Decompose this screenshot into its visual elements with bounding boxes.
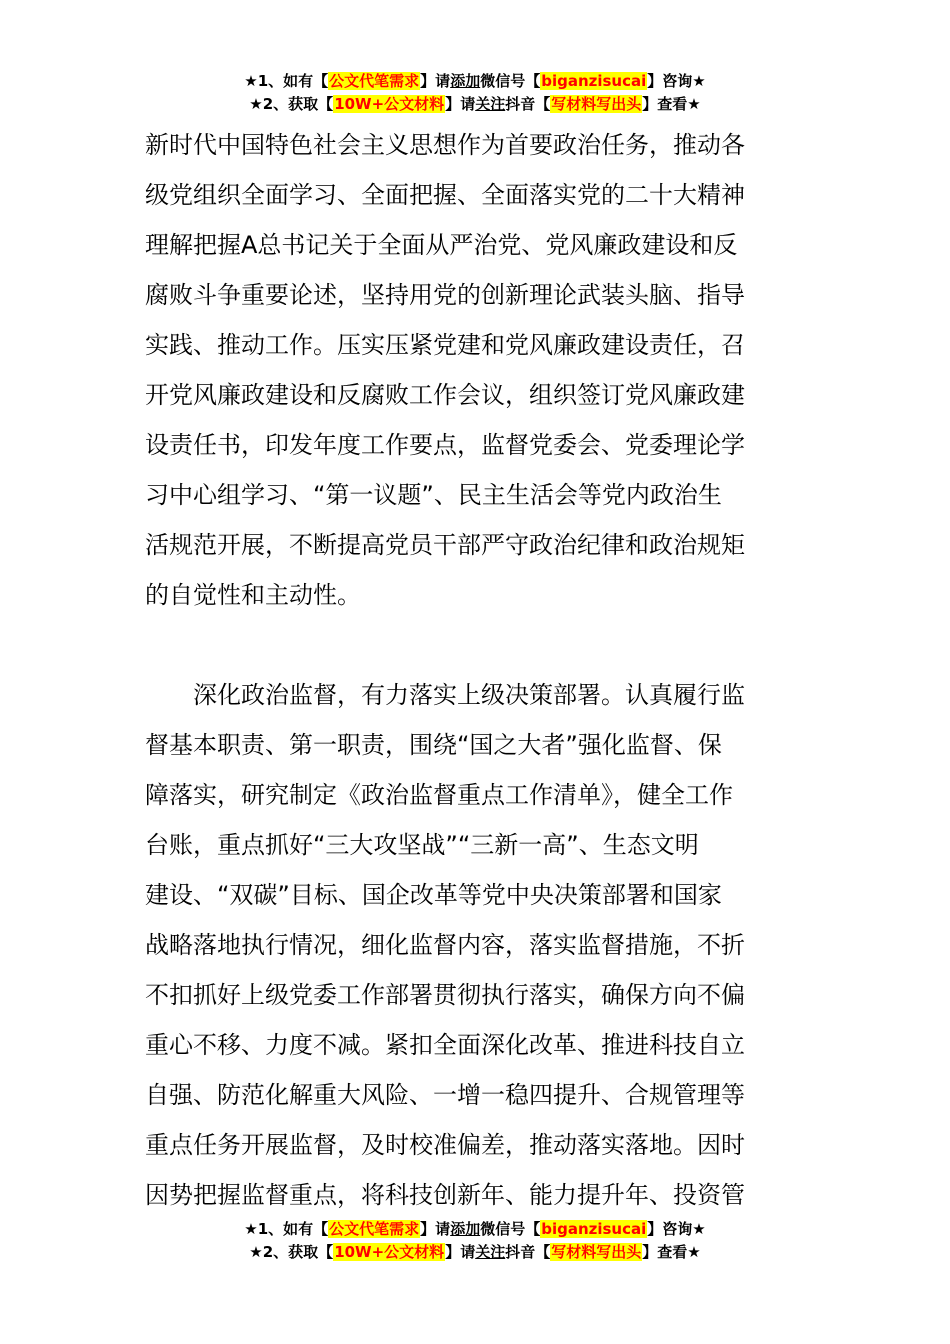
text-line: 深化政治监督，有力落实上级决策部署。认真履行监: [145, 681, 745, 709]
promo-line-2-mid: 】请: [445, 1243, 476, 1261]
promo-line-2-prefix: ★2、获取【: [249, 1243, 334, 1261]
text-line: 级党组织全面学习、全面把握、全面落实党的二十大精神: [145, 181, 745, 209]
promo-line-1-emphasis: 添加: [450, 72, 481, 90]
promo-line-2-mid-2: 抖音【: [505, 95, 551, 113]
text-line: 新时代中国特色社会主义思想作为首要政治任务，推动各: [145, 131, 745, 159]
promo-line-1-mid-2: 微信号【: [480, 1220, 541, 1238]
promo-line-2: [0, 93, 950, 116]
promo-line-1-prefix: ★1、如有【: [244, 1220, 329, 1238]
promo-highlight-materials: 10W+公文材料: [334, 1243, 445, 1261]
text-line: 设责任书，印发年度工作要点，监督党委会、党委理论学: [145, 431, 745, 459]
promo-highlight-writing-service: 公文代笔需求: [329, 72, 420, 90]
text-line: 开党风廉政建设和反腐败工作会议，组织签订党风廉政建: [145, 381, 745, 409]
text-line: 不扣抓好上级党委工作部署贯彻执行落实，确保方向不偏: [145, 981, 745, 1009]
paragraph-1: [145, 120, 810, 620]
promo-highlight-douyin-account: 写材料写出头: [551, 95, 642, 113]
text-line: 台账，重点抓好“三大攻坚战”“三新一高”、生态文明: [145, 831, 699, 859]
text-line: 重点任务开展监督，及时校准偏差，推动落实落地。因时: [145, 1131, 745, 1159]
text-line: 建设、“双碳”目标、国企改革等党中央决策部署和国家: [145, 881, 722, 909]
promo-line-2-emphasis: 关注: [475, 95, 506, 113]
promo-highlight-wechat-id: biganzisucai: [541, 72, 647, 90]
text-line: 重心不移、力度不减。紧扣全面深化改革、推进科技自立: [145, 1031, 745, 1059]
promo-highlight-materials: 10W+公文材料: [334, 95, 445, 113]
promo-line-2-suffix: 】查看★: [642, 95, 701, 113]
promo-line-2-mid-2: 抖音【: [505, 1243, 551, 1261]
promo-line-1-emphasis: 添加: [450, 1220, 481, 1238]
text-line: 自强、防范化解重大风险、一增一稳四提升、合规管理等: [145, 1081, 745, 1109]
promo-highlight-wechat-id: biganzisucai: [541, 1220, 647, 1238]
text-line: 的自觉性和主动性。: [145, 581, 361, 609]
promo-line-1-prefix: ★1、如有【: [244, 72, 329, 90]
top-promo-banner: [0, 70, 950, 116]
bottom-promo-banner: [0, 1218, 950, 1264]
text-line: 活规范开展，不断提高党员干部严守政治纪律和政治规矩: [145, 531, 745, 559]
promo-line-2-mid: 】请: [445, 95, 476, 113]
promo-line-2-emphasis: 关注: [475, 1243, 506, 1261]
promo-line-1-mid: 】请: [420, 72, 451, 90]
promo-line-2-prefix: ★2、获取【: [249, 95, 334, 113]
text-line: 因势把握监督重点，将科技创新年、能力提升年、投资管: [145, 1181, 745, 1209]
promo-line-1-mid: 】请: [420, 1220, 451, 1238]
promo-line-1-mid-2: 微信号【: [480, 72, 541, 90]
document-body: [145, 120, 810, 1220]
promo-line-1-suffix: 】咨询★: [647, 1220, 706, 1238]
promo-highlight-douyin-account: 写材料写出头: [551, 1243, 642, 1261]
text-line: 习中心组学习、“第一议题”、民主生活会等党内政治生: [145, 481, 722, 509]
text-line: 障落实，研究制定《政治监督重点工作清单》，健全工作: [145, 781, 733, 809]
text-line: 督基本职责、第一职责，围绕“国之大者”强化监督、保: [145, 731, 722, 759]
promo-line-2-suffix: 】查看★: [642, 1243, 701, 1261]
text-line: 战略落地执行情况，细化监督内容，落实监督措施，不折: [145, 931, 745, 959]
text-line: 理解把握A总书记关于全面从严治党、党风廉政建设和反: [145, 231, 738, 259]
promo-highlight-writing-service: 公文代笔需求: [329, 1220, 420, 1238]
text-line: 实践、推动工作。压实压紧党建和党风廉政建设责任，召: [145, 331, 745, 359]
promo-line-1: [0, 70, 950, 93]
promo-line-1-suffix: 】咨询★: [647, 72, 706, 90]
promo-line-1: [0, 1218, 950, 1241]
promo-line-2: [0, 1241, 950, 1264]
paragraph-2: [145, 670, 810, 1220]
text-line: 腐败斗争重要论述，坚持用党的创新理论武装头脑、指导: [145, 281, 745, 309]
